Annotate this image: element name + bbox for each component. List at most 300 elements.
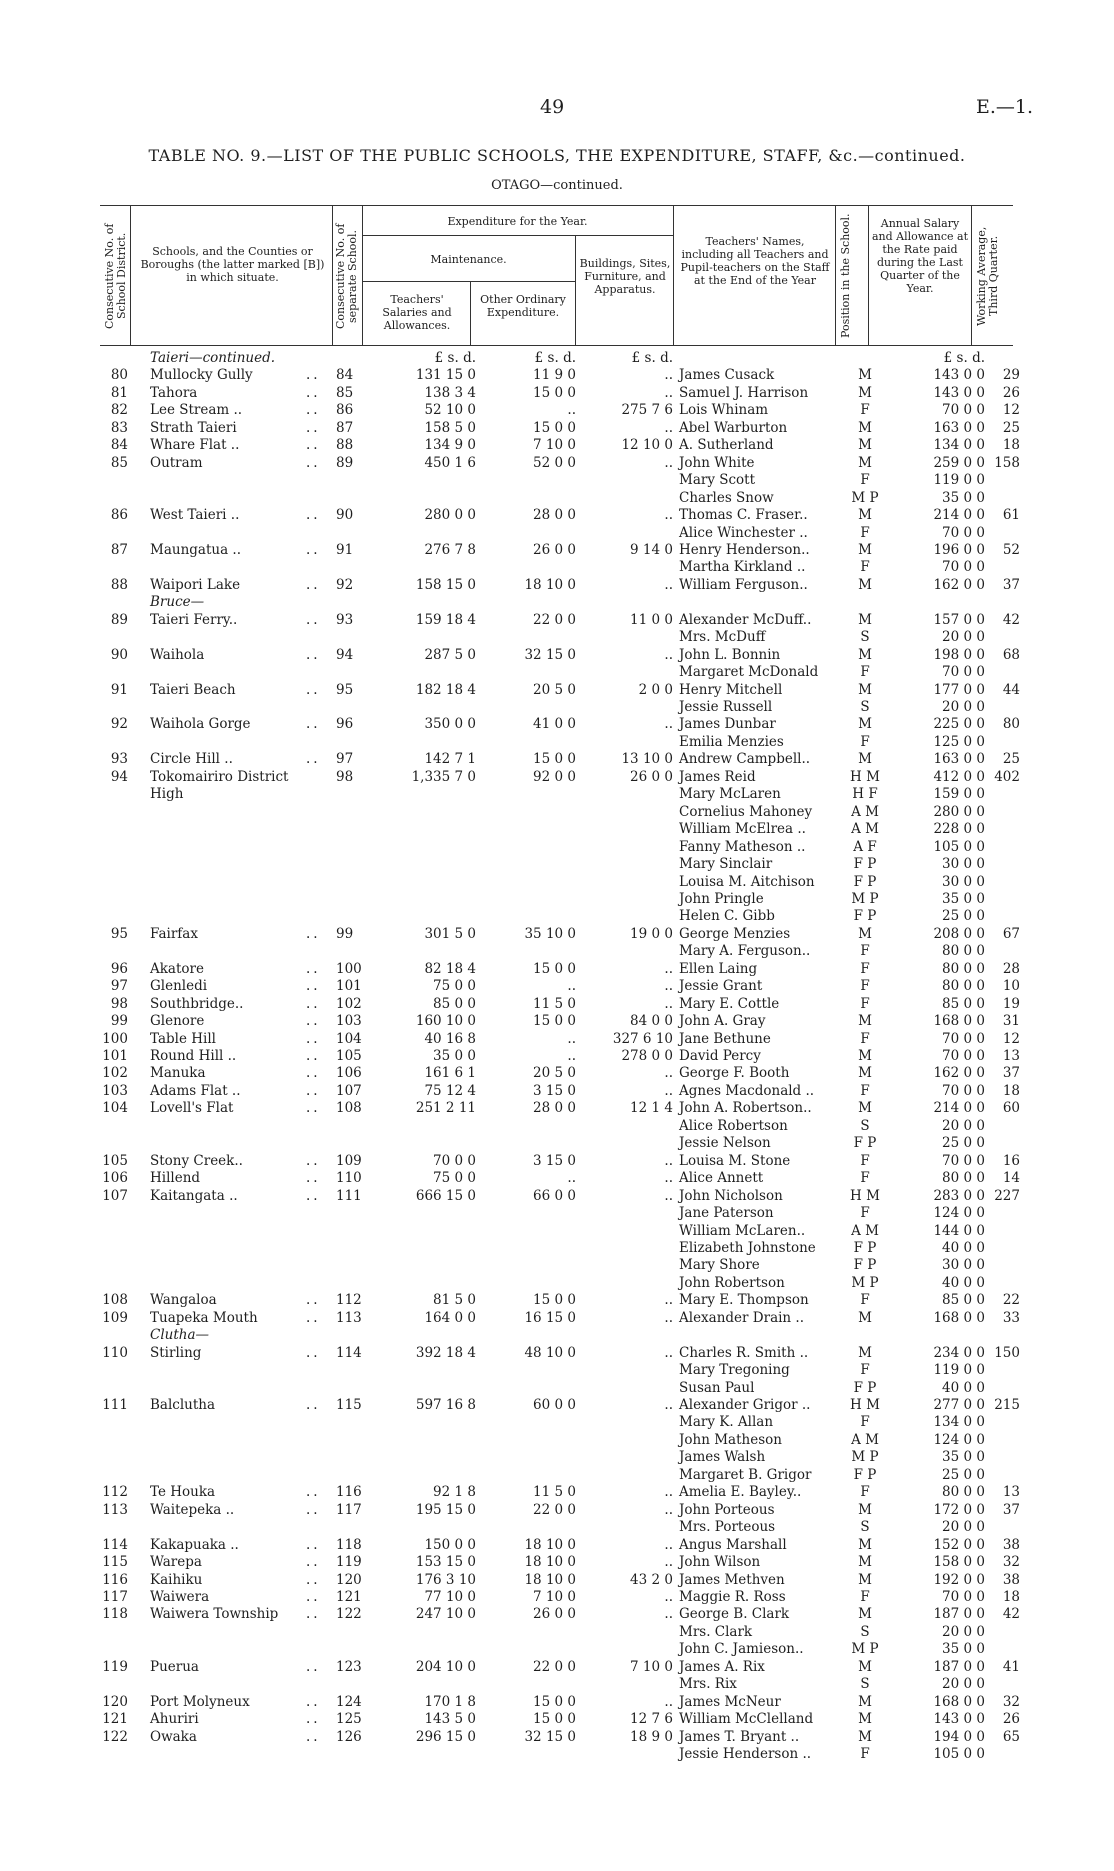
position: M xyxy=(858,1501,872,1518)
other-expenditure: 15 0 0 xyxy=(533,1292,576,1309)
other-expenditure: .. xyxy=(567,1030,576,1047)
district-number: 120 xyxy=(102,1693,128,1710)
working-average: 13 xyxy=(1002,1048,1020,1064)
school-name: Waihola Gorge xyxy=(150,716,251,733)
table-row xyxy=(0,612,1114,629)
separate-school-number: 99 xyxy=(336,925,354,942)
annual-salary: 40 0 0 xyxy=(942,1274,985,1291)
working-average: 37 xyxy=(1002,576,1020,593)
other-expenditure: 41 0 0 xyxy=(533,716,576,733)
table-row xyxy=(0,699,1114,716)
position: F xyxy=(860,472,870,489)
buildings-amount: .. xyxy=(664,646,673,663)
position: M xyxy=(858,681,872,698)
working-average: 38 xyxy=(1002,1536,1020,1553)
annual-salary: 70 0 0 xyxy=(942,1048,985,1064)
position: F xyxy=(860,559,870,576)
district-number: 119 xyxy=(102,1658,128,1675)
leader-dots: .. xyxy=(306,419,321,436)
school-name: Maungatua .. xyxy=(150,541,241,558)
teacher-name: Angus Marshall xyxy=(679,1536,787,1553)
separate-school-number: 117 xyxy=(336,1501,362,1518)
annual-salary: 225 0 0 xyxy=(933,716,985,733)
school-name: Waitepeka .. xyxy=(150,1501,235,1518)
school-name: Clutha— xyxy=(150,1327,210,1344)
salaries-amount: 75 12 4 xyxy=(424,1082,476,1099)
leader-dots: .. xyxy=(306,576,321,593)
district-number: 84 xyxy=(110,437,128,454)
annual-salary: 124 0 0 xyxy=(933,1431,985,1448)
working-average: 10 xyxy=(1002,978,1020,995)
district-number: 80 xyxy=(110,367,128,384)
table-row xyxy=(0,1345,1114,1362)
district-number: 113 xyxy=(102,1501,128,1518)
table-row xyxy=(0,874,1114,891)
table-row xyxy=(0,1467,1114,1484)
teacher-name: John Wilson xyxy=(679,1554,761,1571)
teacher-name: William McLaren.. xyxy=(679,1222,806,1239)
position: M xyxy=(858,1536,872,1553)
annual-salary: 70 0 0 xyxy=(942,1082,985,1099)
salaries-amount: 159 18 4 xyxy=(415,611,476,628)
working-average: 80 xyxy=(1002,716,1020,733)
position: M xyxy=(858,437,872,454)
position: S xyxy=(860,1519,870,1536)
annual-salary: 25 0 0 xyxy=(942,1466,985,1483)
position: F P xyxy=(853,1257,877,1274)
district-number: 97 xyxy=(110,978,128,995)
salaries-amount: 77 10 0 xyxy=(424,1588,476,1605)
position: F P xyxy=(853,1239,877,1256)
teacher-name: Alice Annett xyxy=(679,1170,764,1187)
table-row xyxy=(0,1362,1114,1379)
working-average: 42 xyxy=(1002,1606,1020,1623)
table-row xyxy=(0,1257,1114,1274)
annual-salary: 20 0 0 xyxy=(942,1117,985,1134)
teacher-name: Louisa M. Aitchison xyxy=(679,873,815,890)
district-number: 93 xyxy=(110,751,128,768)
separate-school-number: 114 xyxy=(336,1344,362,1361)
table-row xyxy=(0,455,1114,472)
school-name: Kaihiku xyxy=(150,1571,203,1588)
teacher-name: Elizabeth Johnstone xyxy=(679,1239,816,1256)
leader-dots: .. xyxy=(306,960,321,977)
district-number: 94 xyxy=(110,768,128,785)
annual-salary: 70 0 0 xyxy=(942,1152,985,1169)
buildings-amount: .. xyxy=(664,1152,673,1169)
leader-dots: .. xyxy=(306,541,321,558)
salaries-amount: 75 0 0 xyxy=(433,978,476,995)
leader-dots: .. xyxy=(306,1292,321,1309)
header-annual: Annual Salary and Allowance at the Rate paid during the Last Quarter of the Year. xyxy=(872,217,968,295)
position: M xyxy=(858,716,872,733)
district-number: 117 xyxy=(102,1588,128,1605)
teacher-name: Jessie Russell xyxy=(679,699,773,715)
other-expenditure: 15 0 0 xyxy=(533,960,576,977)
salaries-amount: 301 5 0 xyxy=(424,925,476,942)
salaries-amount: 350 0 0 xyxy=(424,716,476,733)
working-average: 26 xyxy=(1002,384,1020,401)
buildings-amount: 84 0 0 xyxy=(630,1013,673,1030)
working-average: 22 xyxy=(1002,1292,1020,1309)
annual-salary: 187 0 0 xyxy=(933,1658,985,1675)
position: M xyxy=(858,1065,872,1082)
buildings-amount: .. xyxy=(664,1309,673,1326)
salaries-amount: 82 18 4 xyxy=(424,960,476,977)
teacher-name: John Porteous xyxy=(679,1501,775,1518)
other-expenditure: 18 10 0 xyxy=(524,1554,576,1571)
table-row xyxy=(0,472,1114,489)
teacher-name: Agnes Macdonald .. xyxy=(679,1082,815,1099)
position: M xyxy=(858,1013,872,1030)
separate-school-number: 126 xyxy=(336,1728,362,1745)
buildings-amount: 13 10 0 xyxy=(621,751,673,768)
annual-salary: 162 0 0 xyxy=(933,1065,985,1082)
salaries-amount: 287 5 0 xyxy=(424,646,476,663)
position: H M xyxy=(850,1397,880,1413)
district-number: 96 xyxy=(110,960,128,977)
leader-dots: .. xyxy=(306,367,321,384)
salaries-amount: 204 10 0 xyxy=(415,1658,476,1675)
position: F xyxy=(860,1205,870,1222)
position: M xyxy=(858,751,872,768)
leader-dots: .. xyxy=(306,507,321,524)
position: F xyxy=(860,943,870,960)
table-row xyxy=(0,490,1114,507)
district-number: 105 xyxy=(102,1152,128,1169)
table-row xyxy=(0,1624,1114,1641)
annual-salary: 35 0 0 xyxy=(942,1641,985,1658)
leader-dots: .. xyxy=(306,384,321,401)
teacher-name: Mary Sinclair xyxy=(679,856,773,873)
school-name: Lee Stream .. xyxy=(150,402,243,419)
position: S xyxy=(860,629,870,646)
working-average: 42 xyxy=(1002,611,1020,628)
teacher-name: Jane Paterson xyxy=(679,1205,774,1222)
position: F xyxy=(860,1484,870,1501)
position: F xyxy=(860,1082,870,1099)
salaries-amount: 52 10 0 xyxy=(424,402,476,419)
annual-salary: 124 0 0 xyxy=(933,1205,985,1222)
position: F xyxy=(860,1746,870,1762)
table-row xyxy=(0,525,1114,542)
other-expenditure: 35 10 0 xyxy=(524,925,576,942)
teacher-name: Mary Scott xyxy=(679,472,756,489)
leader-dots: .. xyxy=(306,978,321,995)
working-average: 25 xyxy=(1002,751,1020,768)
buildings-amount: .. xyxy=(664,367,673,384)
working-average: 158 xyxy=(994,454,1020,471)
annual-salary: 172 0 0 xyxy=(933,1501,985,1518)
teacher-name: Jessie Nelson xyxy=(679,1135,771,1152)
teacher-name: Abel Warburton xyxy=(679,419,788,436)
working-average: 33 xyxy=(1002,1309,1020,1326)
position: M xyxy=(858,454,872,471)
buildings-amount: .. xyxy=(664,1065,673,1082)
leader-dots: .. xyxy=(306,1100,321,1117)
annual-salary: 163 0 0 xyxy=(933,751,985,768)
annual-salary: 25 0 0 xyxy=(942,1135,985,1152)
other-expenditure: 18 10 0 xyxy=(524,1536,576,1553)
annual-salary: 70 0 0 xyxy=(942,1030,985,1047)
district-number: 101 xyxy=(102,1048,128,1064)
table-row xyxy=(0,1118,1114,1135)
header-maintenance: Maintenance. xyxy=(430,253,507,266)
table-row xyxy=(0,437,1114,454)
district-number: 111 xyxy=(102,1397,128,1413)
position: A M xyxy=(851,821,879,838)
table-row xyxy=(0,1589,1114,1606)
teacher-name: Samuel J. Harrison xyxy=(679,384,809,401)
buildings-amount: .. xyxy=(664,1082,673,1099)
table-row xyxy=(0,1484,1114,1501)
separate-school-number: 107 xyxy=(336,1082,362,1099)
annual-salary: 158 0 0 xyxy=(933,1554,985,1571)
teacher-name: David Percy xyxy=(679,1048,761,1064)
table-row xyxy=(0,559,1114,576)
position: F xyxy=(860,402,870,419)
leader-dots: .. xyxy=(306,1397,321,1413)
annual-salary: 144 0 0 xyxy=(933,1222,985,1239)
annual-salary: 80 0 0 xyxy=(942,1484,985,1501)
table-row xyxy=(0,821,1114,838)
position: M xyxy=(858,541,872,558)
separate-school-number: 109 xyxy=(336,1152,362,1169)
school-name: Round Hill .. xyxy=(150,1048,237,1064)
leader-dots: .. xyxy=(306,1588,321,1605)
school-name: Tuapeka Mouth xyxy=(150,1309,258,1326)
table-row xyxy=(0,1729,1114,1746)
other-expenditure: 18 10 0 xyxy=(524,576,576,593)
salaries-amount: 170 1 8 xyxy=(424,1693,476,1710)
position: F xyxy=(860,1030,870,1047)
other-expenditure: .. xyxy=(567,402,576,419)
buildings-amount: .. xyxy=(664,1292,673,1309)
district-number: 95 xyxy=(110,925,128,942)
working-average: 14 xyxy=(1002,1170,1020,1187)
annual-salary: 70 0 0 xyxy=(942,402,985,419)
salaries-amount: 75 0 0 xyxy=(433,1170,476,1187)
separate-school-number: 108 xyxy=(336,1100,362,1117)
teacher-name: William McClelland xyxy=(679,1711,814,1728)
other-expenditure: 22 0 0 xyxy=(533,611,576,628)
salaries-amount: 161 6 1 xyxy=(424,1065,476,1082)
teacher-name: James Walsh xyxy=(679,1449,766,1466)
annual-salary: 208 0 0 xyxy=(933,925,985,942)
salaries-amount: 251 2 11 xyxy=(415,1100,476,1117)
annual-salary: 85 0 0 xyxy=(942,1292,985,1309)
position: F xyxy=(860,1152,870,1169)
position: M xyxy=(858,419,872,436)
position: A M xyxy=(851,803,879,820)
other-expenditure: 11 5 0 xyxy=(533,1484,576,1501)
table-row xyxy=(0,996,1114,1013)
teacher-name: John Matheson xyxy=(679,1431,782,1448)
table-row xyxy=(0,1641,1114,1658)
position: M xyxy=(858,1658,872,1675)
buildings-amount: 9 14 0 xyxy=(630,541,673,558)
separate-school-number: 110 xyxy=(336,1170,362,1187)
working-average: 150 xyxy=(994,1344,1020,1361)
district-number: 110 xyxy=(102,1344,128,1361)
table-row xyxy=(0,1659,1114,1676)
annual-salary: 35 0 0 xyxy=(942,489,985,506)
separate-school-number: 92 xyxy=(336,576,354,593)
annual-salary: 143 0 0 xyxy=(933,1711,985,1728)
working-average: 215 xyxy=(994,1397,1020,1413)
leader-dots: .. xyxy=(306,1571,321,1588)
school-name: Balclutha xyxy=(150,1397,216,1413)
teacher-name: Mary K. Allan xyxy=(679,1414,774,1431)
position: S xyxy=(860,1117,870,1134)
annual-salary: 214 0 0 xyxy=(933,507,985,524)
separate-school-number: 94 xyxy=(336,646,354,663)
annual-salary: 283 0 0 xyxy=(933,1187,985,1204)
table-row xyxy=(0,1676,1114,1693)
buildings-amount: .. xyxy=(664,384,673,401)
school-name: Kaitangata .. xyxy=(150,1187,238,1204)
table-row xyxy=(0,1153,1114,1170)
separate-school-number: 102 xyxy=(336,995,362,1012)
header-position: Position in the School. xyxy=(839,213,852,339)
buildings-amount: .. xyxy=(664,1588,673,1605)
leader-dots: .. xyxy=(306,1711,321,1728)
separate-school-number: 89 xyxy=(336,454,354,471)
school-name: Puerua xyxy=(150,1658,199,1675)
position: F P xyxy=(853,856,877,873)
other-expenditure: 3 15 0 xyxy=(533,1152,576,1169)
header-consec-separate: Consecutive No. of separate School. xyxy=(334,223,359,329)
district-number: 112 xyxy=(102,1484,128,1501)
buildings-amount: 12 1 4 xyxy=(630,1100,673,1117)
school-name: Manuka xyxy=(150,1065,206,1082)
working-average: 18 xyxy=(1002,1588,1020,1605)
annual-salary: 20 0 0 xyxy=(942,1623,985,1640)
working-average: 37 xyxy=(1002,1065,1020,1082)
leader-dots: .. xyxy=(306,681,321,698)
salaries-amount: £ s. d. xyxy=(434,350,476,366)
position: M xyxy=(858,1344,872,1361)
teacher-name: Mary A. Ferguson.. xyxy=(679,943,811,960)
separate-school-number: 118 xyxy=(336,1536,362,1553)
teacher-name: Jessie Henderson .. xyxy=(679,1746,812,1762)
buildings-amount: 2 0 0 xyxy=(638,681,673,698)
teacher-name: Jane Bethune xyxy=(679,1030,771,1047)
salaries-amount: 276 7 8 xyxy=(424,541,476,558)
teacher-name: Mary Tregoning xyxy=(679,1362,790,1379)
buildings-amount: 12 10 0 xyxy=(621,437,673,454)
teacher-name: William McElrea .. xyxy=(679,821,806,838)
annual-salary: 152 0 0 xyxy=(933,1536,985,1553)
district-number: 99 xyxy=(110,1013,128,1030)
district-number: 104 xyxy=(102,1100,128,1117)
teacher-name: Alexander McDuff.. xyxy=(679,611,812,628)
table-subtitle: OTAGO—continued. xyxy=(491,178,623,193)
district-number: 118 xyxy=(102,1606,128,1623)
teacher-name: Charles Snow xyxy=(679,489,774,506)
teacher-name: Mrs. Porteous xyxy=(679,1519,776,1536)
teacher-name: Louisa M. Stone xyxy=(679,1152,791,1169)
teacher-name: Mary McLaren xyxy=(679,786,781,803)
buildings-amount: .. xyxy=(664,1187,673,1204)
position: M xyxy=(858,384,872,401)
buildings-amount: .. xyxy=(664,960,673,977)
other-expenditure: 15 0 0 xyxy=(533,1693,576,1710)
annual-salary: 119 0 0 xyxy=(933,472,985,489)
buildings-amount: .. xyxy=(664,1397,673,1413)
other-expenditure: 15 0 0 xyxy=(533,751,576,768)
table-row xyxy=(0,1432,1114,1449)
annual-salary: 214 0 0 xyxy=(933,1100,985,1117)
header-other: Other Ordinary Expenditure. xyxy=(480,293,566,319)
teacher-name: Andrew Campbell.. xyxy=(679,751,811,768)
position: F xyxy=(860,664,870,681)
table-row xyxy=(0,420,1114,437)
salaries-amount: 195 15 0 xyxy=(415,1501,476,1518)
salaries-amount: 597 16 8 xyxy=(415,1397,476,1413)
salaries-amount: 85 0 0 xyxy=(433,995,476,1012)
school-name: Taieri—continued. xyxy=(150,350,276,366)
table-row xyxy=(0,839,1114,856)
position: M P xyxy=(851,489,879,506)
teacher-name: Mary Shore xyxy=(679,1257,760,1274)
table-header xyxy=(100,205,1013,346)
separate-school-number: 116 xyxy=(336,1484,362,1501)
annual-salary: 80 0 0 xyxy=(942,978,985,995)
teacher-name: Fanny Matheson .. xyxy=(679,838,806,855)
school-name: Owaka xyxy=(150,1728,197,1745)
table-row xyxy=(0,961,1114,978)
buildings-amount: 7 10 0 xyxy=(630,1658,673,1675)
separate-school-number: 97 xyxy=(336,751,354,768)
working-average: 227 xyxy=(994,1187,1020,1204)
position: F xyxy=(860,1362,870,1379)
annual-salary: 40 0 0 xyxy=(942,1239,985,1256)
district-number: 108 xyxy=(102,1292,128,1309)
salaries-amount: 158 5 0 xyxy=(424,419,476,436)
other-expenditure: 32 15 0 xyxy=(524,646,576,663)
teacher-name: Mrs. McDuff xyxy=(679,629,766,646)
salaries-amount: 164 0 0 xyxy=(424,1309,476,1326)
other-expenditure: 15 0 0 xyxy=(533,419,576,436)
leader-dots: .. xyxy=(306,437,321,454)
teacher-name: Martha Kirkland .. xyxy=(679,559,806,576)
annual-salary: 125 0 0 xyxy=(933,733,985,750)
salaries-amount: 182 18 4 xyxy=(415,681,476,698)
school-name: Waiwera xyxy=(150,1588,210,1605)
table-row xyxy=(0,1537,1114,1554)
teacher-name: Henry Mitchell xyxy=(679,681,783,698)
leader-dots: .. xyxy=(306,1048,321,1064)
table-row xyxy=(0,751,1114,768)
annual-salary: 159 0 0 xyxy=(933,786,985,803)
teacher-name: James Cusack xyxy=(679,367,775,384)
working-average: 19 xyxy=(1002,995,1020,1012)
table-row xyxy=(0,1327,1114,1344)
position: A M xyxy=(851,1431,879,1448)
table-row xyxy=(0,926,1114,943)
buildings-amount: .. xyxy=(664,454,673,471)
annual-salary: 80 0 0 xyxy=(942,960,985,977)
teacher-name: George Menzies xyxy=(679,925,791,942)
other-expenditure: 15 0 0 xyxy=(533,384,576,401)
buildings-amount: 275 7 6 xyxy=(621,402,673,419)
annual-salary: 163 0 0 xyxy=(933,419,985,436)
salaries-amount: 92 1 8 xyxy=(433,1484,476,1501)
annual-salary: 30 0 0 xyxy=(942,856,985,873)
annual-salary: 234 0 0 xyxy=(933,1344,985,1361)
teacher-name: James McNeur xyxy=(679,1693,781,1710)
